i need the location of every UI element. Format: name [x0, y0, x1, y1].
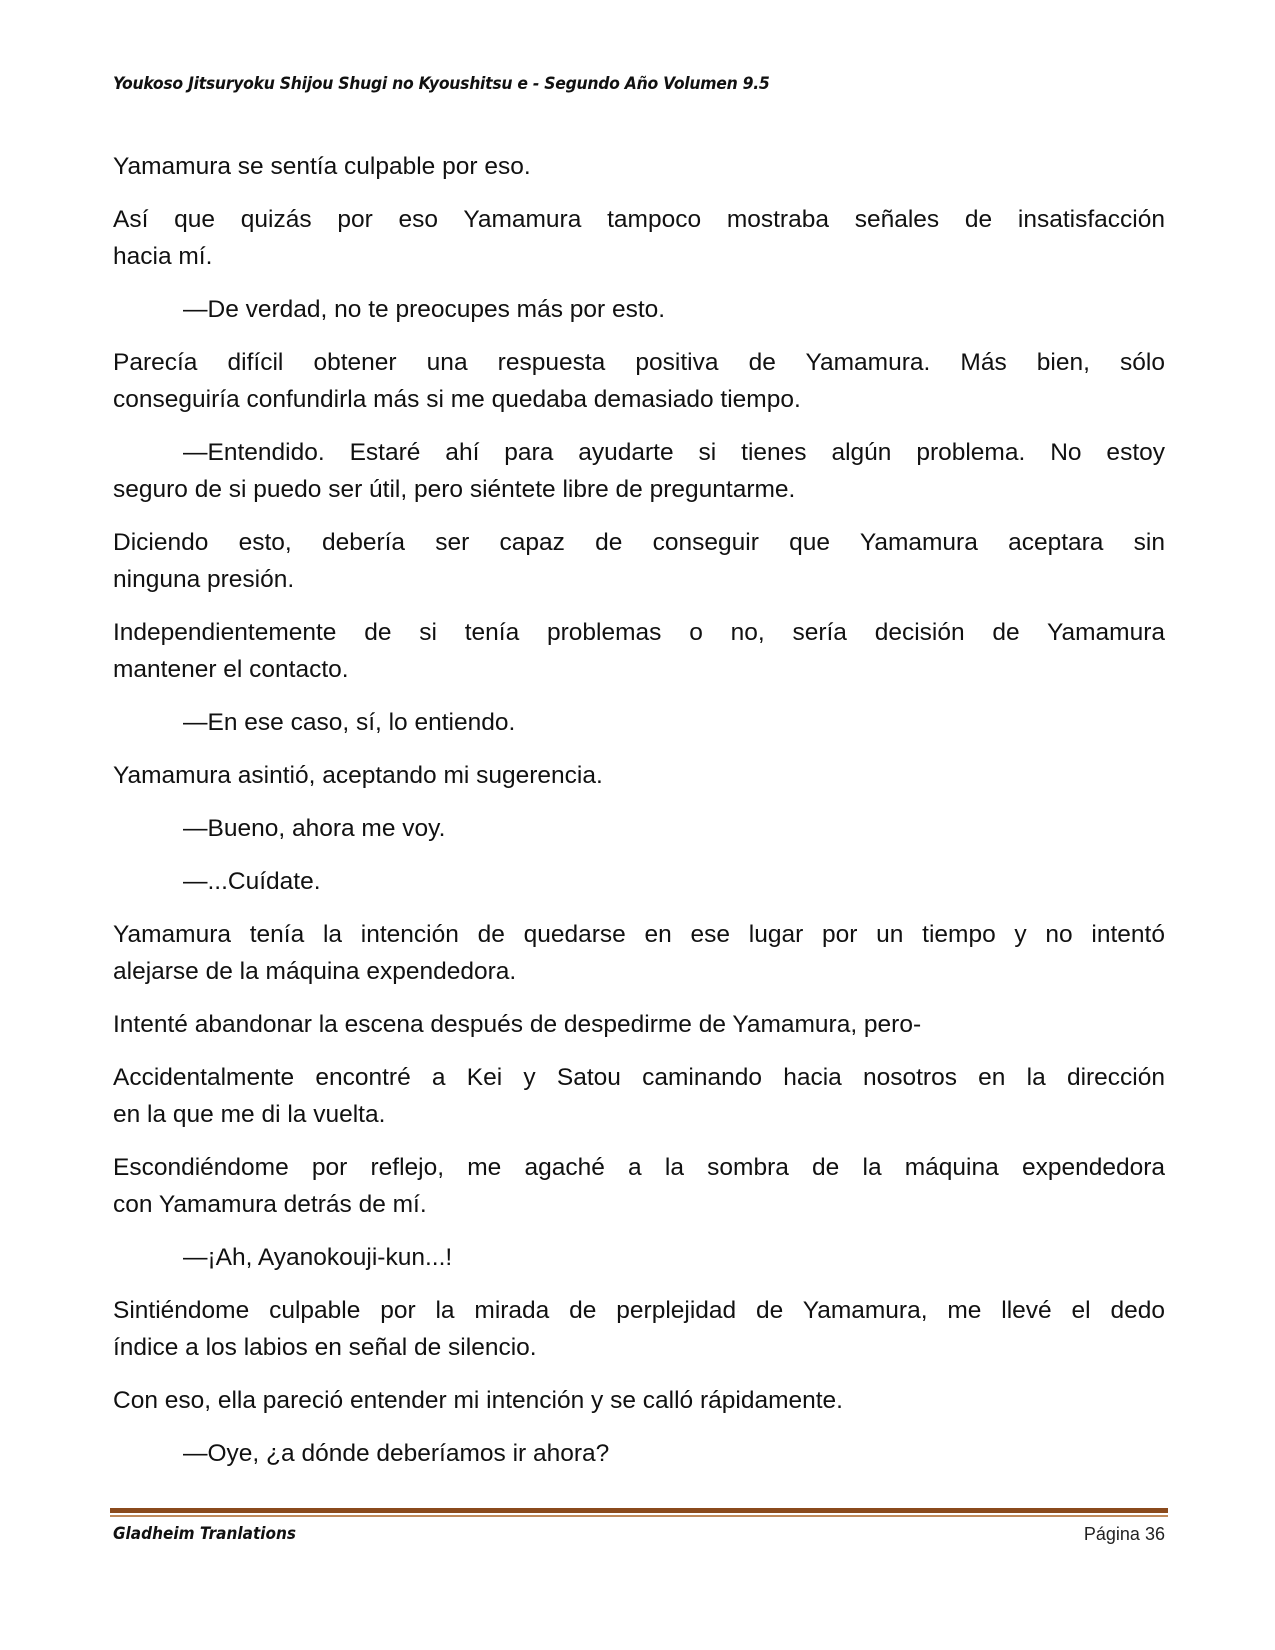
text-line: Así que quizás por eso Yamamura tampoco mostraba señales de insatisfacción: [113, 206, 1165, 233]
text-line: Yamamura tenía la intención de quedarse en ese lugar por un tiempo y no intentó: [113, 921, 1165, 948]
paragraph: [113, 1382, 1165, 1419]
dialogue-paragraph: [113, 291, 1165, 328]
dialogue-paragraph: [113, 810, 1165, 847]
text-line: Con eso, ella pareció entender mi intención y se calló rápidamente.: [113, 1387, 843, 1414]
text-line: Yamamura se sentía culpable por eso.: [113, 153, 531, 180]
text-line: en la que me di la vuelta.: [113, 1101, 386, 1128]
text-line: Intenté abandonar la escena después de despedirme de Yamamura, pero-: [113, 1011, 922, 1038]
dialogue-paragraph: [113, 1435, 1165, 1472]
text-line: mantener el contacto.: [113, 656, 349, 683]
page-label: Página: [1083, 1524, 1140, 1544]
publisher-name: Gladheim Tranlations: [113, 1524, 297, 1544]
dialogue-paragraph: [113, 434, 1165, 508]
text-line: Parecía difícil obtener una respuesta positiva de Yamamura. Más bien, sólo: [113, 349, 1165, 376]
paragraph: [113, 344, 1165, 418]
text-line: Independientemente de si tenía problemas o no, sería decisión de Yamamura: [113, 619, 1165, 646]
paragraph: [113, 148, 1165, 185]
paragraph: [113, 1149, 1165, 1223]
text-line: —Entendido. Estaré ahí para ayudarte si tienes algún problema. No estoy: [183, 439, 1165, 466]
text-line: con Yamamura detrás de mí.: [113, 1191, 427, 1218]
dialogue-paragraph: [113, 704, 1165, 741]
page-number: [1084, 1524, 1165, 1545]
paragraph: [113, 916, 1165, 990]
paragraph: [113, 201, 1165, 275]
paragraph: [113, 757, 1165, 794]
text-line: índice a los labios en señal de silencio.: [113, 1334, 537, 1361]
text-line: —De verdad, no te preocupes más por esto.: [183, 296, 666, 323]
paragraph: [113, 1059, 1165, 1133]
text-line: Yamamura asintió, aceptando mi sugerencia.: [113, 762, 603, 789]
text-line: Sintiéndome culpable por la mirada de perplejidad de Yamamura, me llevé el dedo: [113, 1297, 1165, 1324]
page-body: [113, 148, 1165, 1488]
page-number-value: 36: [1144, 1524, 1165, 1544]
text-line: —En ese caso, sí, lo entiendo.: [183, 709, 516, 736]
text-line: —...Cuídate.: [183, 868, 321, 895]
running-header: Youkoso Jitsuryoku Shijou Shugi no Kyoushitsu e - Segundo Año Volumen 9.5: [113, 74, 770, 94]
footer-rule: [110, 1508, 1168, 1513]
text-line: hacia mí.: [113, 243, 213, 270]
footer-rule-thin: [110, 1515, 1168, 1517]
paragraph: [113, 614, 1165, 688]
text-line: —Bueno, ahora me voy.: [183, 815, 446, 842]
dialogue-paragraph: [113, 1239, 1165, 1276]
text-line: Escondiéndome por reflejo, me agaché a la sombra de la máquina expendedora: [113, 1154, 1165, 1181]
dialogue-paragraph: [113, 863, 1165, 900]
paragraph: [113, 1292, 1165, 1366]
text-line: Accidentalmente encontré a Kei y Satou caminando hacia nosotros en la dirección: [113, 1064, 1165, 1091]
paragraph: [113, 524, 1165, 598]
paragraph: [113, 1006, 1165, 1043]
text-line: seguro de si puedo ser útil, pero siéntete libre de preguntarme.: [113, 476, 796, 503]
text-line: Diciendo esto, debería ser capaz de conseguir que Yamamura aceptara sin: [113, 529, 1165, 556]
text-line: —¡Ah, Ayanokouji-kun...!: [183, 1244, 453, 1271]
text-line: conseguiría confundirla más si me quedaba demasiado tiempo.: [113, 386, 801, 413]
text-line: ninguna presión.: [113, 566, 295, 593]
text-line: —Oye, ¿a dónde deberíamos ir ahora?: [183, 1440, 610, 1467]
text-line: alejarse de la máquina expendedora.: [113, 958, 517, 985]
